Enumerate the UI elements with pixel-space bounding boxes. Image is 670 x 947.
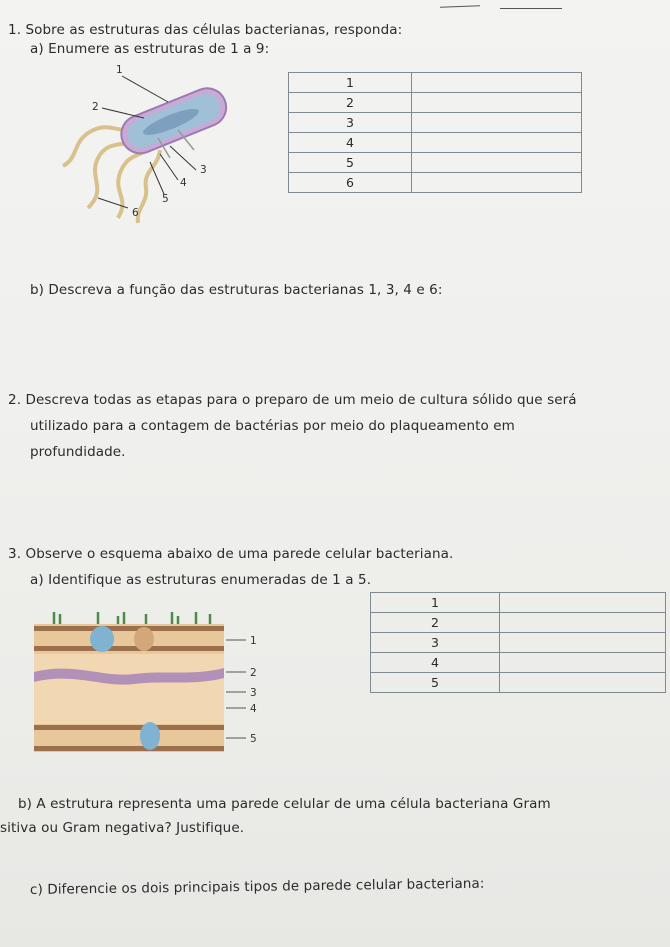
lipopolysaccharide-chains (54, 612, 210, 626)
fig2-label-2: 2 (250, 667, 257, 679)
lipid-head-row (34, 746, 224, 751)
answer-cell[interactable] (412, 173, 582, 193)
answer-cell[interactable] (412, 153, 582, 173)
protein (134, 627, 154, 651)
answer-cell[interactable] (412, 73, 582, 93)
table-row (371, 633, 666, 653)
fig1-label-2: 2 (92, 101, 99, 113)
table-row (289, 173, 582, 193)
fig1-label-3: 3 (200, 164, 207, 176)
answer-cell[interactable] (500, 613, 666, 633)
answer-cell[interactable] (500, 633, 666, 653)
q2-line3: profundidade. (30, 444, 126, 460)
fig2-label-3: 3 (250, 687, 257, 699)
flagellum (138, 150, 160, 223)
table-row (289, 73, 582, 93)
fig2-label-1: 1 (250, 635, 257, 647)
q3-title: 3. Observe o esquema abaixo de uma parede celular bacteriana. (8, 546, 454, 562)
table-row (371, 653, 666, 673)
lipid-head-row (34, 725, 224, 730)
bacterium-figure (58, 58, 258, 228)
fig2-label-4: 4 (250, 703, 257, 715)
q3-b-line2: sitiva ou Gram negativa? Justifique. (0, 820, 245, 836)
porin (90, 626, 114, 652)
row-number: 3 (289, 113, 412, 133)
q3-b-line1: b) A estrutura representa uma parede celular de uma célula bacteriana Gram (18, 796, 551, 812)
pointer-line (122, 76, 168, 102)
pointer-line (160, 154, 178, 180)
q1-title: 1. Sobre as estruturas das células bacterianas, responda: (8, 22, 403, 38)
answer-cell[interactable] (412, 93, 582, 113)
table-row (371, 673, 666, 693)
row-number: 1 (371, 593, 500, 613)
lipid-head-row (34, 646, 224, 651)
fig1-label-6: 6 (132, 207, 139, 219)
row-number: 1 (289, 73, 412, 93)
membrane-protein (140, 722, 160, 750)
q2-line1: 2. Descreva todas as etapas para o preparo de um meio de cultura sólido que será (8, 392, 577, 408)
q1-answer-table (288, 72, 582, 193)
answer-cell[interactable] (412, 133, 582, 153)
cell-wall-figure (34, 612, 274, 772)
fig1-label-1: 1 (116, 64, 123, 76)
answer-cell[interactable] (500, 653, 666, 673)
answer-cell[interactable] (500, 673, 666, 693)
lipid-head-row (34, 626, 224, 631)
fig1-label-4: 4 (180, 177, 187, 189)
q1-b-prompt: b) Descreva a função das estruturas bacterianas 1, 3, 4 e 6: (30, 282, 443, 298)
answer-cell[interactable] (500, 593, 666, 613)
table-row (289, 93, 582, 113)
row-number: 6 (289, 173, 412, 193)
top-line-left (440, 5, 480, 7)
q3-a-prompt: a) Identifique as estruturas enumeradas de 1 a 5. (30, 572, 372, 588)
q2-line2: utilizado para a contagem de bactérias por meio do plaqueamento em (30, 418, 515, 434)
row-number: 2 (371, 613, 500, 633)
answer-cell[interactable] (412, 113, 582, 133)
pointer-line (170, 146, 196, 170)
row-number: 3 (371, 633, 500, 653)
row-number: 4 (289, 133, 412, 153)
fig1-label-5: 5 (162, 193, 169, 205)
q3-answer-table (370, 592, 666, 693)
row-number: 5 (371, 673, 500, 693)
fig2-label-5: 5 (250, 733, 257, 745)
table-row (289, 113, 582, 133)
table-row (289, 133, 582, 153)
row-number: 5 (289, 153, 412, 173)
table-row (371, 613, 666, 633)
q3-c-prompt: c) Diferencie os dois principais tipos de parede celular bacteriana: (29, 875, 485, 898)
pointer-line (150, 162, 164, 194)
top-line-right (500, 8, 562, 9)
row-number: 2 (289, 93, 412, 113)
row-number: 4 (371, 653, 500, 673)
q1-a-prompt: a) Enumere as estruturas de 1 a 9: (30, 41, 270, 57)
pointer-line (102, 108, 144, 118)
periplasm (34, 654, 224, 724)
table-row (371, 593, 666, 613)
table-row (289, 153, 582, 173)
